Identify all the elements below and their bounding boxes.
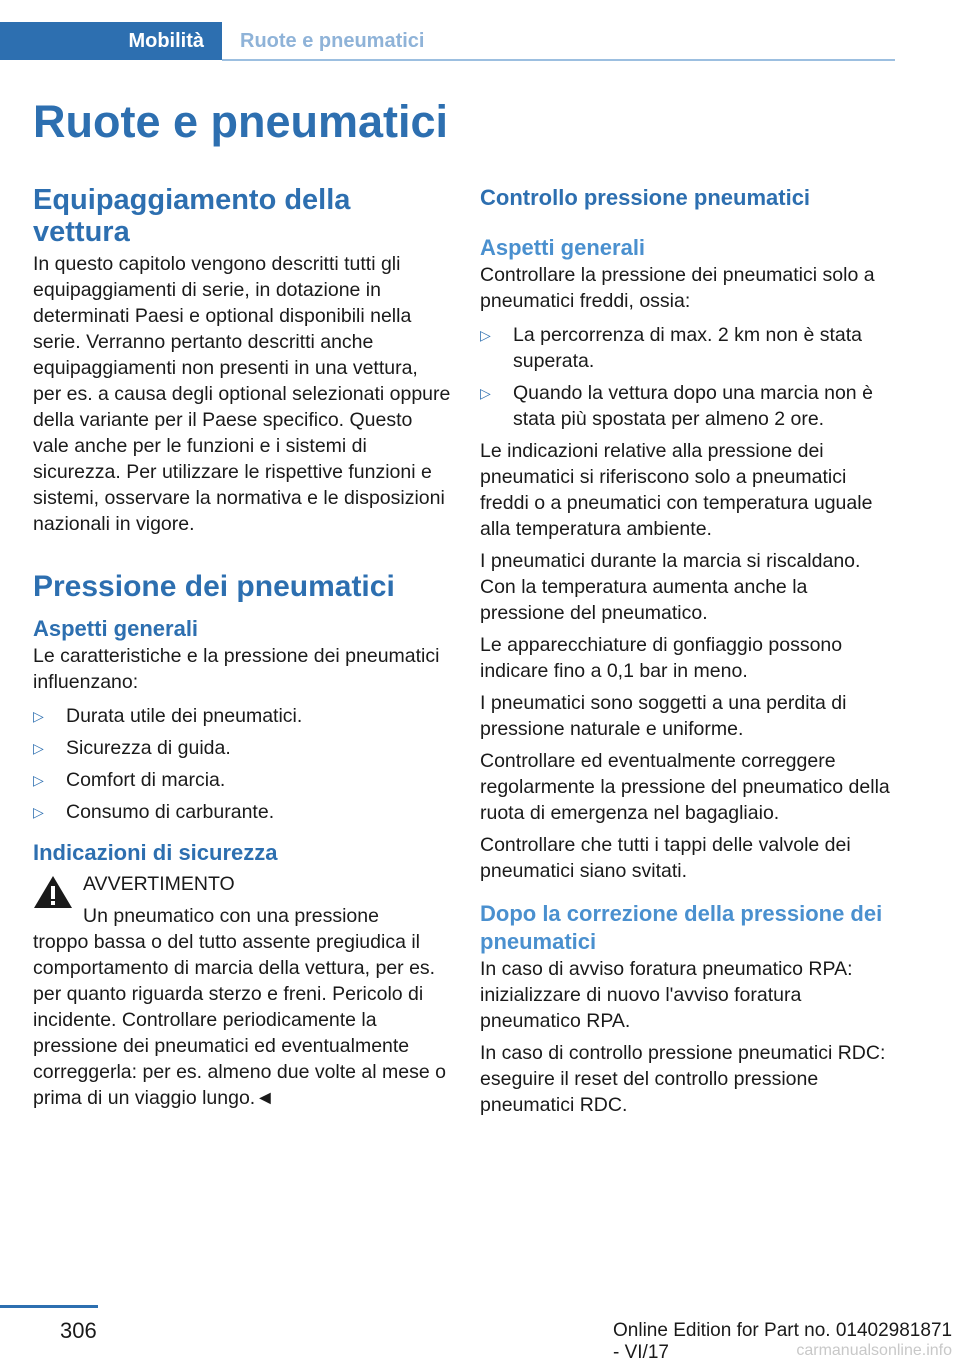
warning-text-rest: troppo bassa o del tutto assente pregiudica il comportamento di marcia della vettura, per es. per quanto riguarda sterzo e freni. Pericolo di incidente. Controllare periodicamente la pressione dei pneumatici ed eventualmente correggerla: per es. almeno due volte al mese o prima di un viaggio lungo.◄ xyxy=(33,931,446,1109)
paragraph: Controllare ed eventualmente correggere regolarmente la pressione del pneumatico della ruota di emergenza nel bagagliaio. xyxy=(480,750,890,824)
page-number: 306 xyxy=(60,1318,97,1343)
section-tab-mobilita: Mobilità xyxy=(0,22,222,60)
paragraph: In caso di avviso foratura pneumatico RPA: inizializzare di nuovo l'avviso foratura pneumatico RPA. xyxy=(480,958,853,1032)
list-item-text: Consumo di carburante. xyxy=(66,801,275,823)
triangle-right-icon: ▷ xyxy=(480,327,491,343)
general-heading-left: Aspetti generali xyxy=(33,616,199,641)
list-item xyxy=(33,799,451,825)
triangle-right-icon: ▷ xyxy=(33,804,44,820)
warning-triangle-icon xyxy=(33,875,73,909)
warning-text xyxy=(33,903,451,1111)
paragraph: In caso di controllo pressione pneumatici RDC: eseguire il reset del controllo pressione pneumatici RDC. xyxy=(480,1042,886,1116)
triangle-right-icon: ▷ xyxy=(480,385,491,401)
list-item-text: Sicurezza di guida. xyxy=(66,737,231,759)
list-item xyxy=(480,380,895,432)
triangle-right-icon: ▷ xyxy=(33,740,44,756)
general-text-left: Le caratteristiche e la pressione dei pneumatici influenzano: xyxy=(33,645,440,693)
list-item xyxy=(33,735,451,761)
right-column xyxy=(480,180,895,1124)
list-item-text: Quando la vettura dopo una marcia non è stata più spostata per almeno 2 ore. xyxy=(513,382,873,430)
paragraph: Controllare che tutti i tappi delle valvole dei pneumatici siano svitati. xyxy=(480,834,851,882)
triangle-right-icon: ▷ xyxy=(33,772,44,788)
triangle-right-icon: ▷ xyxy=(33,708,44,724)
general-text-right: Controllare la pressione dei pneumatici solo a pneumatici freddi, ossia: xyxy=(480,264,875,312)
chapter-title: Ruote e pneumatici xyxy=(33,96,449,147)
list-item-text: La percorrenza di max. 2 km non è stata superata. xyxy=(513,324,863,372)
equipment-heading: Equipaggiamento della vettura xyxy=(33,184,351,248)
list-item xyxy=(480,322,895,374)
page-header xyxy=(0,22,895,62)
check-pressure-heading: Controllo pressione pneumatici xyxy=(480,185,811,210)
general-heading-right: Aspetti generali xyxy=(480,235,646,260)
pressure-paragraphs xyxy=(480,438,895,884)
left-column xyxy=(33,180,451,1111)
footer-accent-line xyxy=(0,1305,98,1308)
after-correction-paragraphs xyxy=(480,956,895,1118)
edition-note: Online Edition for Part no. 01402981871 - VI/17 xyxy=(613,1320,953,1363)
warning-block xyxy=(33,871,451,1111)
watermark: carmanualsonline.info xyxy=(796,1342,952,1359)
list-item xyxy=(33,703,451,729)
list-item xyxy=(33,767,451,793)
warning-label: AVVERTIMENTO xyxy=(83,873,235,895)
after-correction-heading: Dopo la correzione della pressione dei pneumatici xyxy=(480,901,883,954)
cold-conditions-list xyxy=(480,322,895,432)
header-divider xyxy=(222,59,895,61)
list-item-text: Durata utile dei pneumatici. xyxy=(66,705,303,727)
list-item-text: Comfort di marcia. xyxy=(66,769,226,791)
paragraph: I pneumatici sono soggetti a una perdita di pressione naturale e uniforme. xyxy=(480,692,847,740)
paragraph: I pneumatici durante la marcia si riscaldano. Con la temperatura aumenta anche la pressione del pneumatico. xyxy=(480,550,861,624)
section-tab-ruote: Ruote e pneumatici xyxy=(240,29,425,52)
paragraph: Le indicazioni relative alla pressione dei pneumatici si riferiscono solo a pneumatici freddi o a pneumatici con temperatura uguale alla temperatura ambiente. xyxy=(480,440,873,540)
paragraph: Le apparecchiature di gonfiaggio possono indicare fino a 0,1 bar in meno. xyxy=(480,634,843,682)
safety-heading: Indicazioni di sicurezza xyxy=(33,840,278,865)
equipment-text: In questo capitolo vengono descritti tutti gli equipaggiamenti di serie, in dotazione in determinati Paesi e optional disponibili nella serie. Verranno pertanto descritti anche equipaggiamenti non presenti in una vettura, per es. a causa degli optional selezionati oppure della variante per il Paese specifico. Questo vale anche per le funzioni e i sistemi di sicurezza. Per utilizzare le rispettive funzioni e sistemi, osservare la normativa e le disposizioni nazionali in vigore. xyxy=(33,253,451,535)
influence-list xyxy=(33,703,451,825)
warning-text-first-line: Un pneumatico con una pressione xyxy=(83,905,379,927)
pressure-heading: Pressione dei pneumatici xyxy=(33,570,395,603)
